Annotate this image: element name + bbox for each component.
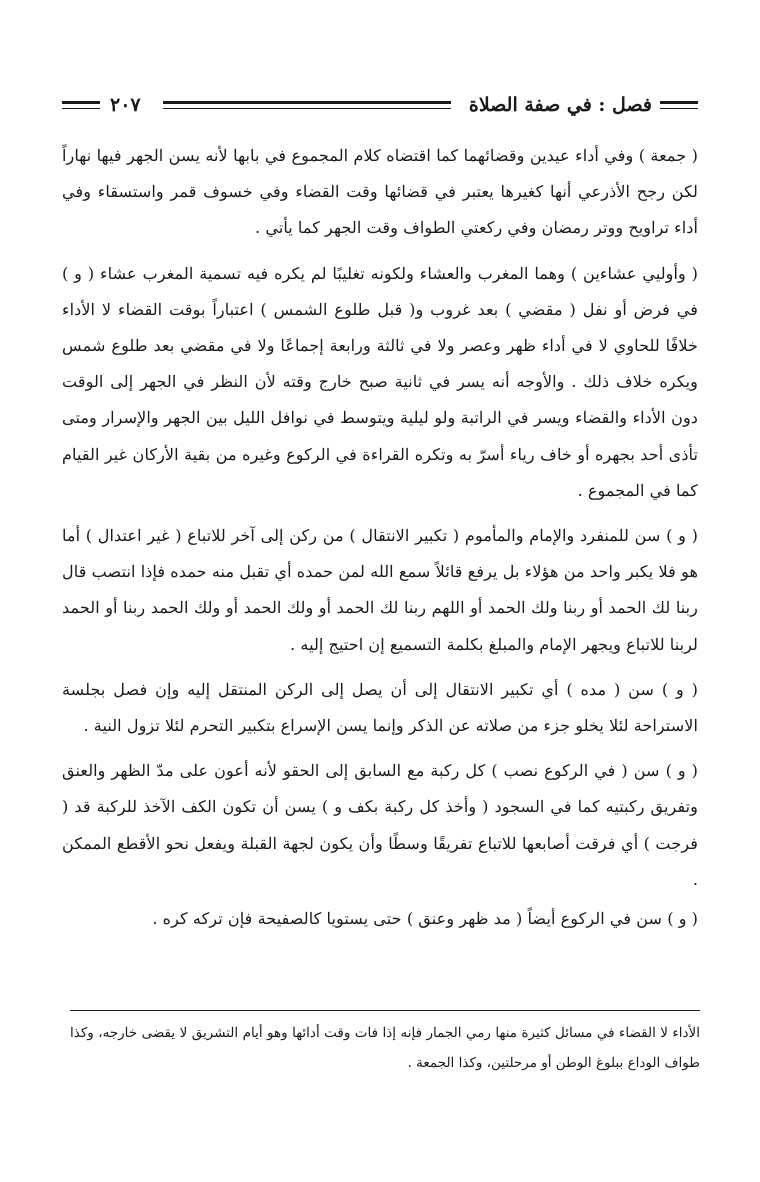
- paragraph: ( جمعة ) وفي أداء عيدين وقضائهما كما اقتضاه كلام المجموع في بابها لأنه يسن الجهر فيها نهاراً لكن رجح الأذرعي أنها كغيرها يعتبر في قضائها وقت القضاء وفي خسوف قمر واستسقاء وفي أداء تراويح ووتر رمضان وفي ركعتي الطواف وقت الجهر كما يأتي .: [62, 146, 698, 238]
- paragraph: ( وأوليي عشاءين ) وهما المغرب والعشاء ولكونه تغليبًا لم يكره فيه تسمية المغرب عشاء ( و ) في فرض أو نفل ( مقضي ) بعد غروب و( قبل طلوع الشمس ) اعتباراً بوقت القضاء لا الأداء خلافًا للحاوي لا في أداء ظهر وعصر ولا في ثالثة ورابعة إجماعًا ولا في مقضي بعد طلوع شمس ويكره خلاف ذلك . والأوجه أنه يسر في ثانية صبح خارج وقته لأن النظر في الجهر إلى الوقت دون الأداء والقضاء ويسر في الراتبة ولو ليلية ويتوسط في نوافل الليل بين الجهر والإسرار ومتى تأذى أحد بجهره أو خاف رياء أسرّ به وتكره القراءة في الركوع وغيره من بقية الأركان غير القيام كما في المجموع .: [62, 263, 698, 500]
- footnote-divider: [70, 1010, 700, 1011]
- footnote: الأداء لا القضاء في مسائل كثيرة منها رمي الجمار فإنه إذا فات وقت أدائها وهو أيام التشريق لا يقضى خارجه، وكذا طواف الوداع ببلوغ الوطن أو مرحلتين، وكذا الجمعة .: [70, 1025, 700, 1071]
- paragraph: ( و ) سن ( في الركوع نصب ) كل ركبة مع السابق إلى الحقو لأنه أعون على مدّ الظهر والعنق وتفريق ركبتيه كما في السجود ( وأخذ كل ركبة بكف و ) يسن أن تكون الكف الآخذ للركبة قد ( فرجت ) أي فرقت أصابعها للاتباع تفريقًا وسطًا وأن يكون لجهة القبلة ويفعل نحو الأقطع الممكن .: [62, 761, 698, 889]
- paragraph: ( و ) سن ( مده ) أي تكبير الانتقال إلى أن يصل إلى الركن المنتقل إليه وإن فصل بجلسة الاستراحة لئلا يخلو جزء من صلاته عن الذكر وإنما يسن الإسراع بتكبير التحرم لئلا تزول النية .: [62, 679, 698, 736]
- header-rule-right: [660, 101, 698, 109]
- paragraph: ( و ) سن في الركوع أيضاً ( مد ظهر وعنق ) حتى يستويا كالصفيحة فإن تركه كره .: [152, 909, 698, 929]
- main-text: [62, 138, 698, 946]
- running-header: [62, 90, 698, 120]
- header-rule-middle: [163, 101, 451, 109]
- page-number: ٢٠٧: [110, 94, 141, 116]
- header-rule-left: [62, 101, 100, 109]
- chapter-title: فصل : في صفة الصلاة: [468, 94, 652, 116]
- paragraph: ( و ) سن للمنفرد والإمام والمأموم ( تكبير الانتقال ) من ركن إلى آخر للاتباع ( غير اعتدال ) أما هو فلا يكبر واحد من هؤلاء بل يرفع قائلاً سمع الله لمن حمده أي تقبل منه حمده فإذا انتصب قال ربنا لك الحمد أو ربنا ولك الحمد أو اللهم ربنا لك الحمد أو ولك الحمد أو ولك الحمد ربنا أو الحمد لربنا للاتباع ويجهر الإمام والمبلغ بكلمة التسميع إن احتيج إليه .: [62, 526, 698, 654]
